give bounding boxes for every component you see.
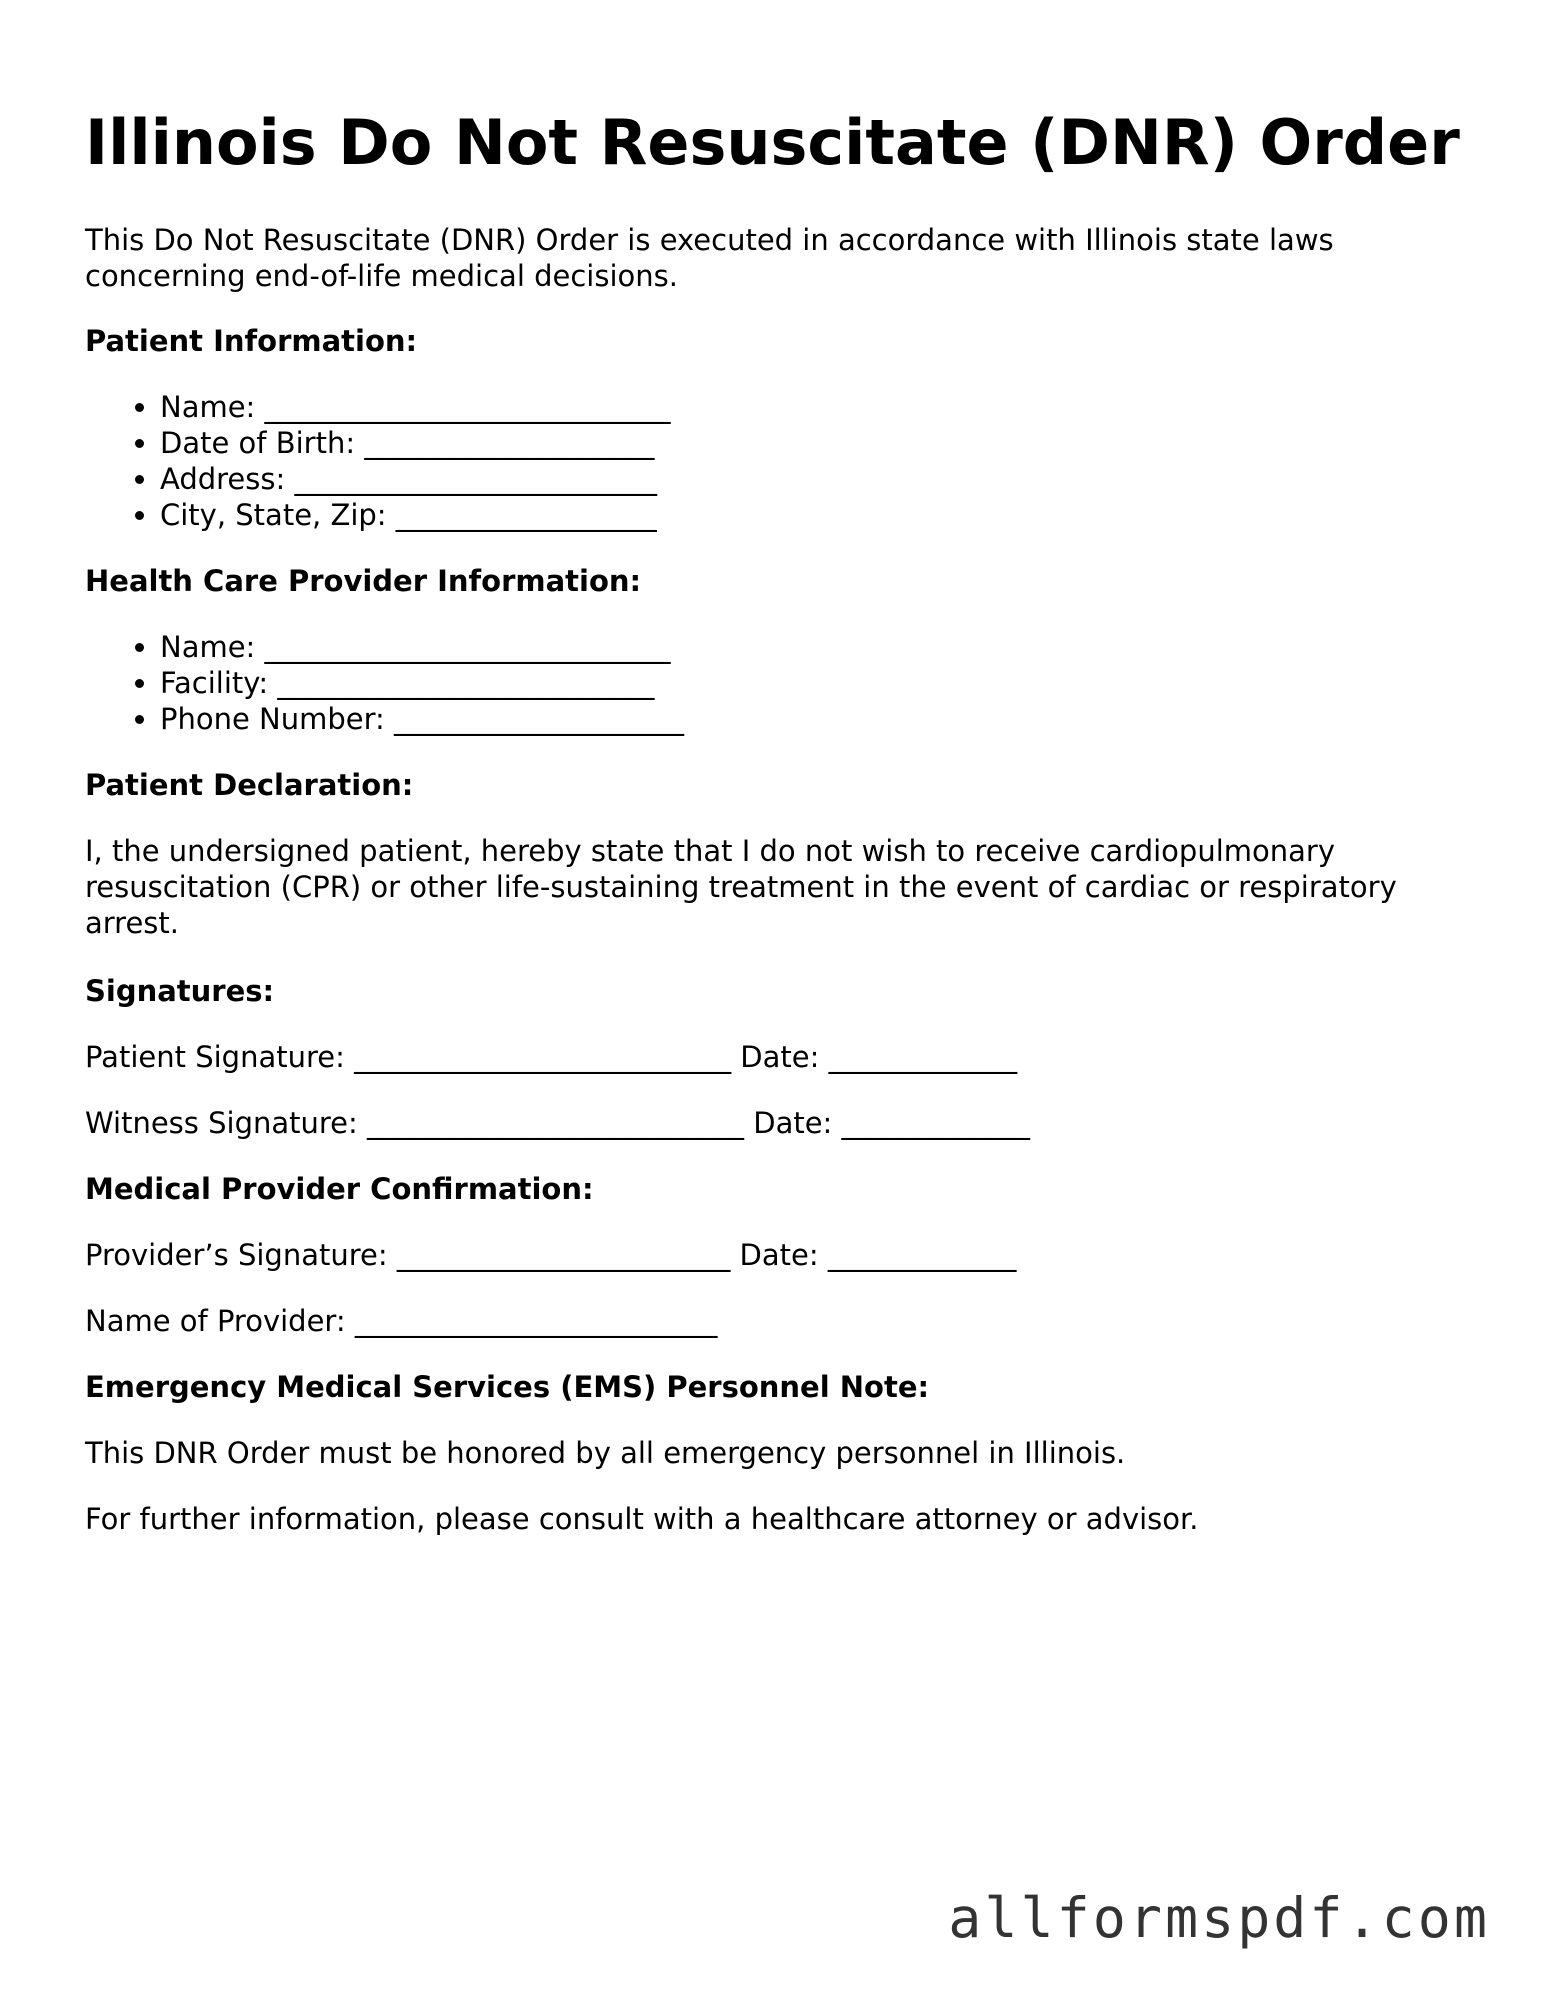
witness-signature-line: Witness Signature: __________________________ Date: _____________ bbox=[85, 1106, 1031, 1140]
declaration-paragraph: I, the undersigned patient, hereby state that I do not wish to receive cardiopulmonary resuscitation (CPR) or other life-sustaining treatment in the event of cardiac or respiratory arrest. bbox=[85, 834, 1397, 940]
patient-address-field: • Address: _________________________ bbox=[160, 461, 671, 497]
provider-info-list bbox=[85, 629, 684, 737]
provider-signature-line: Provider’s Signature: _______________________ Date: _____________ bbox=[85, 1238, 1017, 1272]
provider-phone-field: • Phone Number: ____________________ bbox=[160, 701, 684, 737]
patient-name-field: • Name: ____________________________ bbox=[160, 389, 671, 425]
provider-name-line: Name of Provider: _________________________ bbox=[85, 1304, 718, 1338]
provider-name-field: • Name: ____________________________ bbox=[160, 629, 684, 665]
intro-paragraph: This Do Not Resuscitate (DNR) Order is executed in accordance with Illinois state laws concerning end-of-life medical decisions. bbox=[85, 223, 1334, 293]
patient-info-list bbox=[85, 389, 671, 533]
ems-note-paragraph: This DNR Order must be honored by all emergency personnel in Illinois. bbox=[85, 1436, 1126, 1470]
confirmation-heading: Medical Provider Confirmation: bbox=[85, 1172, 594, 1206]
ems-heading: Emergency Medical Services (EMS) Personnel Note: bbox=[85, 1370, 930, 1404]
provider-facility-field: • Facility: __________________________ bbox=[160, 665, 684, 701]
signatures-heading: Signatures: bbox=[85, 974, 275, 1008]
page-title: Illinois Do Not Resuscitate (DNR) Order bbox=[85, 106, 1460, 179]
watermark-logo: allformspdf.com bbox=[948, 1886, 1490, 1950]
patient-dob-field: • Date of Birth: ____________________ bbox=[160, 425, 671, 461]
further-info-paragraph: For further information, please consult with a healthcare attorney or advisor. bbox=[85, 1502, 1199, 1536]
patient-info-heading: Patient Information: bbox=[85, 324, 418, 358]
patient-city-state-zip-field: • City, State, Zip: __________________ bbox=[160, 497, 671, 533]
declaration-heading: Patient Declaration: bbox=[85, 768, 414, 802]
provider-info-heading: Health Care Provider Information: bbox=[85, 564, 642, 598]
patient-signature-line: Patient Signature: __________________________ Date: _____________ bbox=[85, 1040, 1018, 1074]
